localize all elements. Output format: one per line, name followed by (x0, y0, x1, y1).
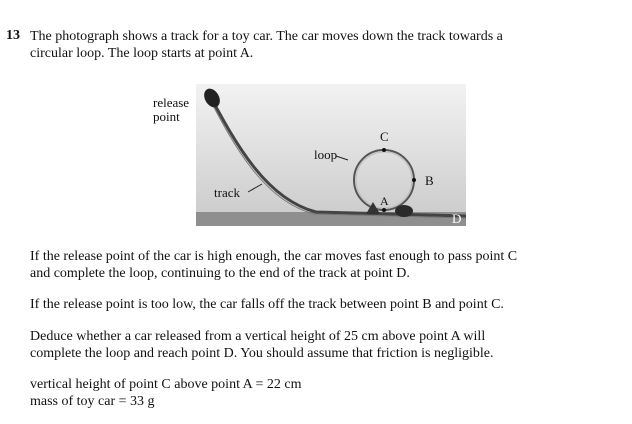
point-C-marker (382, 148, 386, 152)
paragraph-2 (30, 296, 504, 313)
track-curve (210, 96, 466, 216)
intro-line-2: circular loop. The loop starts at point A. (30, 46, 254, 61)
support-left (366, 202, 380, 214)
paragraph-3 (30, 328, 493, 362)
track-photograph (196, 84, 466, 226)
label-release-line-1: release (153, 95, 190, 110)
label-release-line-2: point (153, 109, 180, 124)
paragraph-1-line-1: If the release point of the car is high enough, the car moves fast enough to pass point C (30, 249, 518, 264)
given-height: vertical height of point C above point A = 22 cm (30, 377, 302, 392)
point-A-marker (382, 208, 386, 212)
paragraph-3-line-1: Deduce whether a car released from a vertical height of 25 cm above point A will (30, 329, 486, 344)
question-intro (30, 28, 620, 62)
loop-pointer (336, 156, 348, 160)
paragraph-1 (30, 248, 517, 282)
paragraph-1-line-2: and complete the loop, continuing to the end of the track at point D. (30, 266, 410, 281)
label-C: C (380, 129, 389, 144)
paragraph-3-line-2: complete the loop and reach point D. You should assume that friction is negligible. (30, 346, 494, 361)
toy-car-release (201, 86, 223, 110)
support-right (395, 205, 413, 217)
label-release (153, 96, 189, 124)
given-data (30, 376, 302, 410)
question-number: 13 (6, 28, 20, 43)
label-loop: loop (314, 147, 338, 162)
paragraph-2-line: If the release point is too low, the car falls off the track between point B and point C. (30, 297, 504, 312)
label-track: track (214, 185, 240, 200)
label-A: A (380, 194, 389, 208)
point-B-marker (412, 178, 416, 182)
intro-line-1: The photograph shows a track for a toy car. The car moves down the track towards a (30, 29, 503, 44)
track-pointer (248, 184, 262, 192)
given-mass: mass of toy car = 33 g (30, 394, 155, 409)
label-D: D (452, 211, 462, 226)
label-B: B (425, 173, 434, 188)
